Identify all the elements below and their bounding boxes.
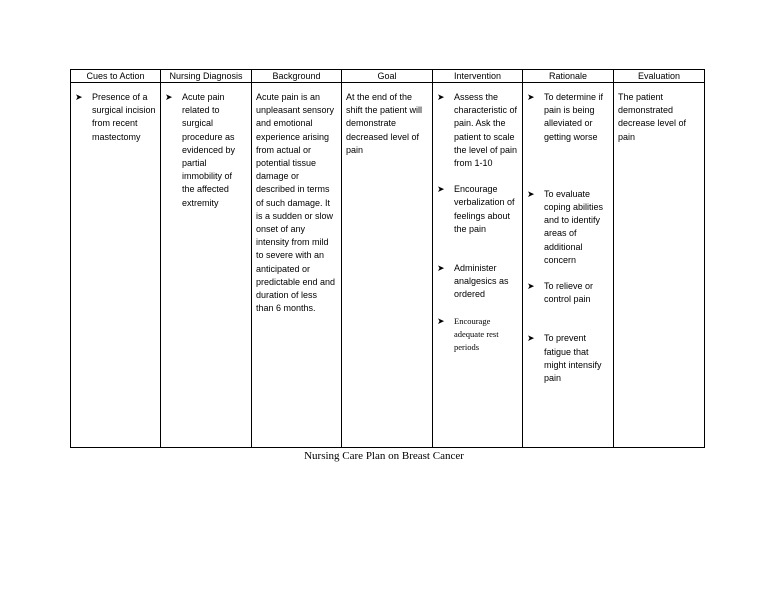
intervention-text: Encourage adequate rest periods <box>454 315 499 353</box>
arrow-bullet-icon: ➤ <box>527 281 535 292</box>
header-evaluation: Evaluation <box>614 70 705 83</box>
list-item <box>527 91 609 144</box>
intervention-text: Administer analgesics as ordered <box>454 263 509 300</box>
header-nursing-diagnosis: Nursing Diagnosis <box>161 70 252 83</box>
cell-background <box>252 83 342 448</box>
cell-nursing-diagnosis <box>161 83 252 448</box>
cell-goal <box>342 83 433 448</box>
list-item <box>165 91 247 210</box>
cell-evaluation <box>614 83 705 448</box>
arrow-bullet-icon: ➤ <box>437 184 445 195</box>
header-intervention: Intervention <box>433 70 523 83</box>
intervention-text: Assess the characteristic of pain. Ask the patient to scale the level of pain from 1-10 <box>454 92 518 169</box>
rationale-text: To prevent fatigue that might intensify pain <box>544 333 602 384</box>
list-item <box>437 91 518 170</box>
header-rationale: Rationale <box>523 70 614 83</box>
arrow-bullet-icon: ➤ <box>527 188 535 199</box>
header-row <box>71 70 705 83</box>
list-item <box>75 91 156 144</box>
arrow-bullet-icon: ➤ <box>437 92 445 102</box>
arrow-bullet-icon: ➤ <box>75 92 83 102</box>
goal-text: At the end of the shift the patient will demonstrate decreased level of pain <box>346 92 423 155</box>
rationale-text: To evaluate coping abilities and to identify areas of additional concern <box>544 188 604 265</box>
list-item <box>527 280 609 306</box>
list-item <box>527 332 609 385</box>
document-caption: Nursing Care Plan on Breast Cancer <box>304 450 464 462</box>
rationale-text: To relieve or control pain <box>544 281 594 305</box>
cell-cues-to-action <box>71 83 161 448</box>
arrow-bullet-icon: ➤ <box>437 263 445 274</box>
body-row <box>71 83 705 448</box>
diagnosis-text: Acute pain related to surgical procedure as evidenced by partial immobility of the affected extremity <box>182 92 236 208</box>
cell-intervention <box>433 83 523 448</box>
rationale-text: To determine if pain is being alleviated or getting worse <box>544 92 604 142</box>
arrow-bullet-icon: ➤ <box>527 92 535 102</box>
arrow-bullet-icon: ➤ <box>165 92 173 102</box>
nursing-care-plan-table <box>70 69 705 448</box>
header-cues-to-action: Cues to Action <box>71 70 161 83</box>
header-goal: Goal <box>342 70 433 83</box>
list-item <box>437 183 518 236</box>
arrow-bullet-icon: ➤ <box>437 315 445 326</box>
intervention-text: Encourage verbalization of feelings about the pain <box>454 184 515 234</box>
cue-text: Presence of a surgical incision from recent mastectomy <box>92 92 156 142</box>
list-item <box>437 315 518 355</box>
evaluation-text: The patient demonstrated decrease level of pain <box>618 92 687 142</box>
background-text: Acute pain is an unpleasant sensory and emotional experience arising from actual or potential tissue damage or described in terms of such damage. It is a sudden or slow onset of any intensity from mild to severe with an anticipated or predictable end and duration of less than 6 months. <box>256 92 336 314</box>
arrow-bullet-icon: ➤ <box>527 333 535 344</box>
list-item <box>527 188 609 267</box>
header-background: Background <box>252 70 342 83</box>
cell-rationale <box>523 83 614 448</box>
list-item <box>437 262 518 302</box>
